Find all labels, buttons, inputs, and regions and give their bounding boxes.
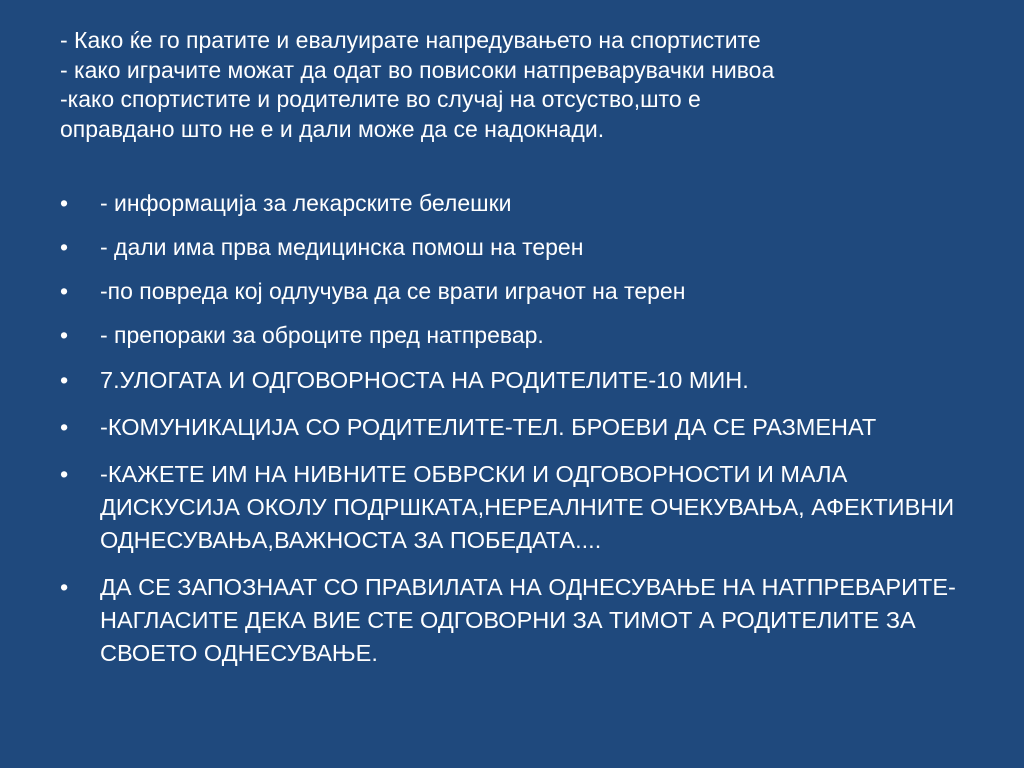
list-item-text: -КАЖЕТЕ ИМ НА НИВНИТЕ ОБВРСКИ И ОДГОВОРНОСТИ И МАЛА ДИСКУСИЈА ОКОЛУ ПОДРШКАТА,НЕРЕАЛНИТЕ ОЧЕКУВАЊА, АФЕКТИВНИ ОДНЕСУВАЊА,ВАЖНОСТА ЗА ПОБЕДАТА....	[100, 461, 955, 553]
bullet-icon: •	[60, 278, 69, 304]
bullet-icon: •	[60, 574, 69, 600]
list-item-text: -КОМУНИКАЦИЈА СО РОДИТЕЛИТЕ-ТЕЛ. БРОЕВИ ДА СЕ РАЗМЕНАТ	[100, 414, 877, 440]
bullet-icon: •	[60, 322, 69, 348]
list-item-text: ДА СЕ ЗАПОЗНААТ СО ПРАВИЛАТА НА ОДНЕСУВАЊЕ НА НАТПРЕВАРИТЕ-НАГЛАСИТЕ ДЕКА ВИЕ СТЕ ОДГОВОРНИ ЗА ТИМОТ А РОДИТЕЛИТЕ ЗА СВОЕТО ОДНЕСУВАЊЕ.	[100, 574, 956, 666]
list-item	[60, 411, 980, 444]
list-item-text: 7.УЛОГАТА И ОДГОВОРНОСТА НА РОДИТЕЛИТЕ-10 МИН.	[100, 367, 749, 393]
list-item-text: - препораки за оброците пред натпревар.	[100, 322, 544, 348]
list-item	[60, 276, 980, 306]
list-item	[60, 364, 980, 397]
bullet-icon: •	[60, 190, 69, 216]
bullet-icon: •	[60, 461, 69, 487]
bullet-list	[60, 188, 980, 684]
intro-line: -како спортистите и родителите во случај на отсуство,што е	[60, 86, 701, 112]
intro-line: - Како ќе го пратите и евалуирате напредувањето на спортистите	[60, 27, 761, 53]
intro-line: оправдано што не е и дали може да се надокнади.	[60, 115, 605, 142]
bullet-icon: •	[60, 414, 69, 440]
intro-line: - како играчите можат да одат во повисоки натпреварувачки нивоа	[60, 56, 775, 83]
list-item	[60, 320, 980, 350]
bullet-icon: •	[60, 234, 69, 260]
list-item-text: - информација за лекарските белешки	[100, 190, 512, 216]
intro-paragraph	[60, 26, 1000, 144]
list-item	[60, 458, 980, 557]
list-item-text: -по повреда кој одлучува да се врати играчот на терен	[100, 278, 686, 304]
list-item	[60, 232, 980, 262]
list-item	[60, 571, 980, 670]
list-item	[60, 188, 980, 218]
list-item-text: - дали има прва медицинска помош на терен	[100, 234, 584, 260]
bullet-icon: •	[60, 367, 69, 393]
